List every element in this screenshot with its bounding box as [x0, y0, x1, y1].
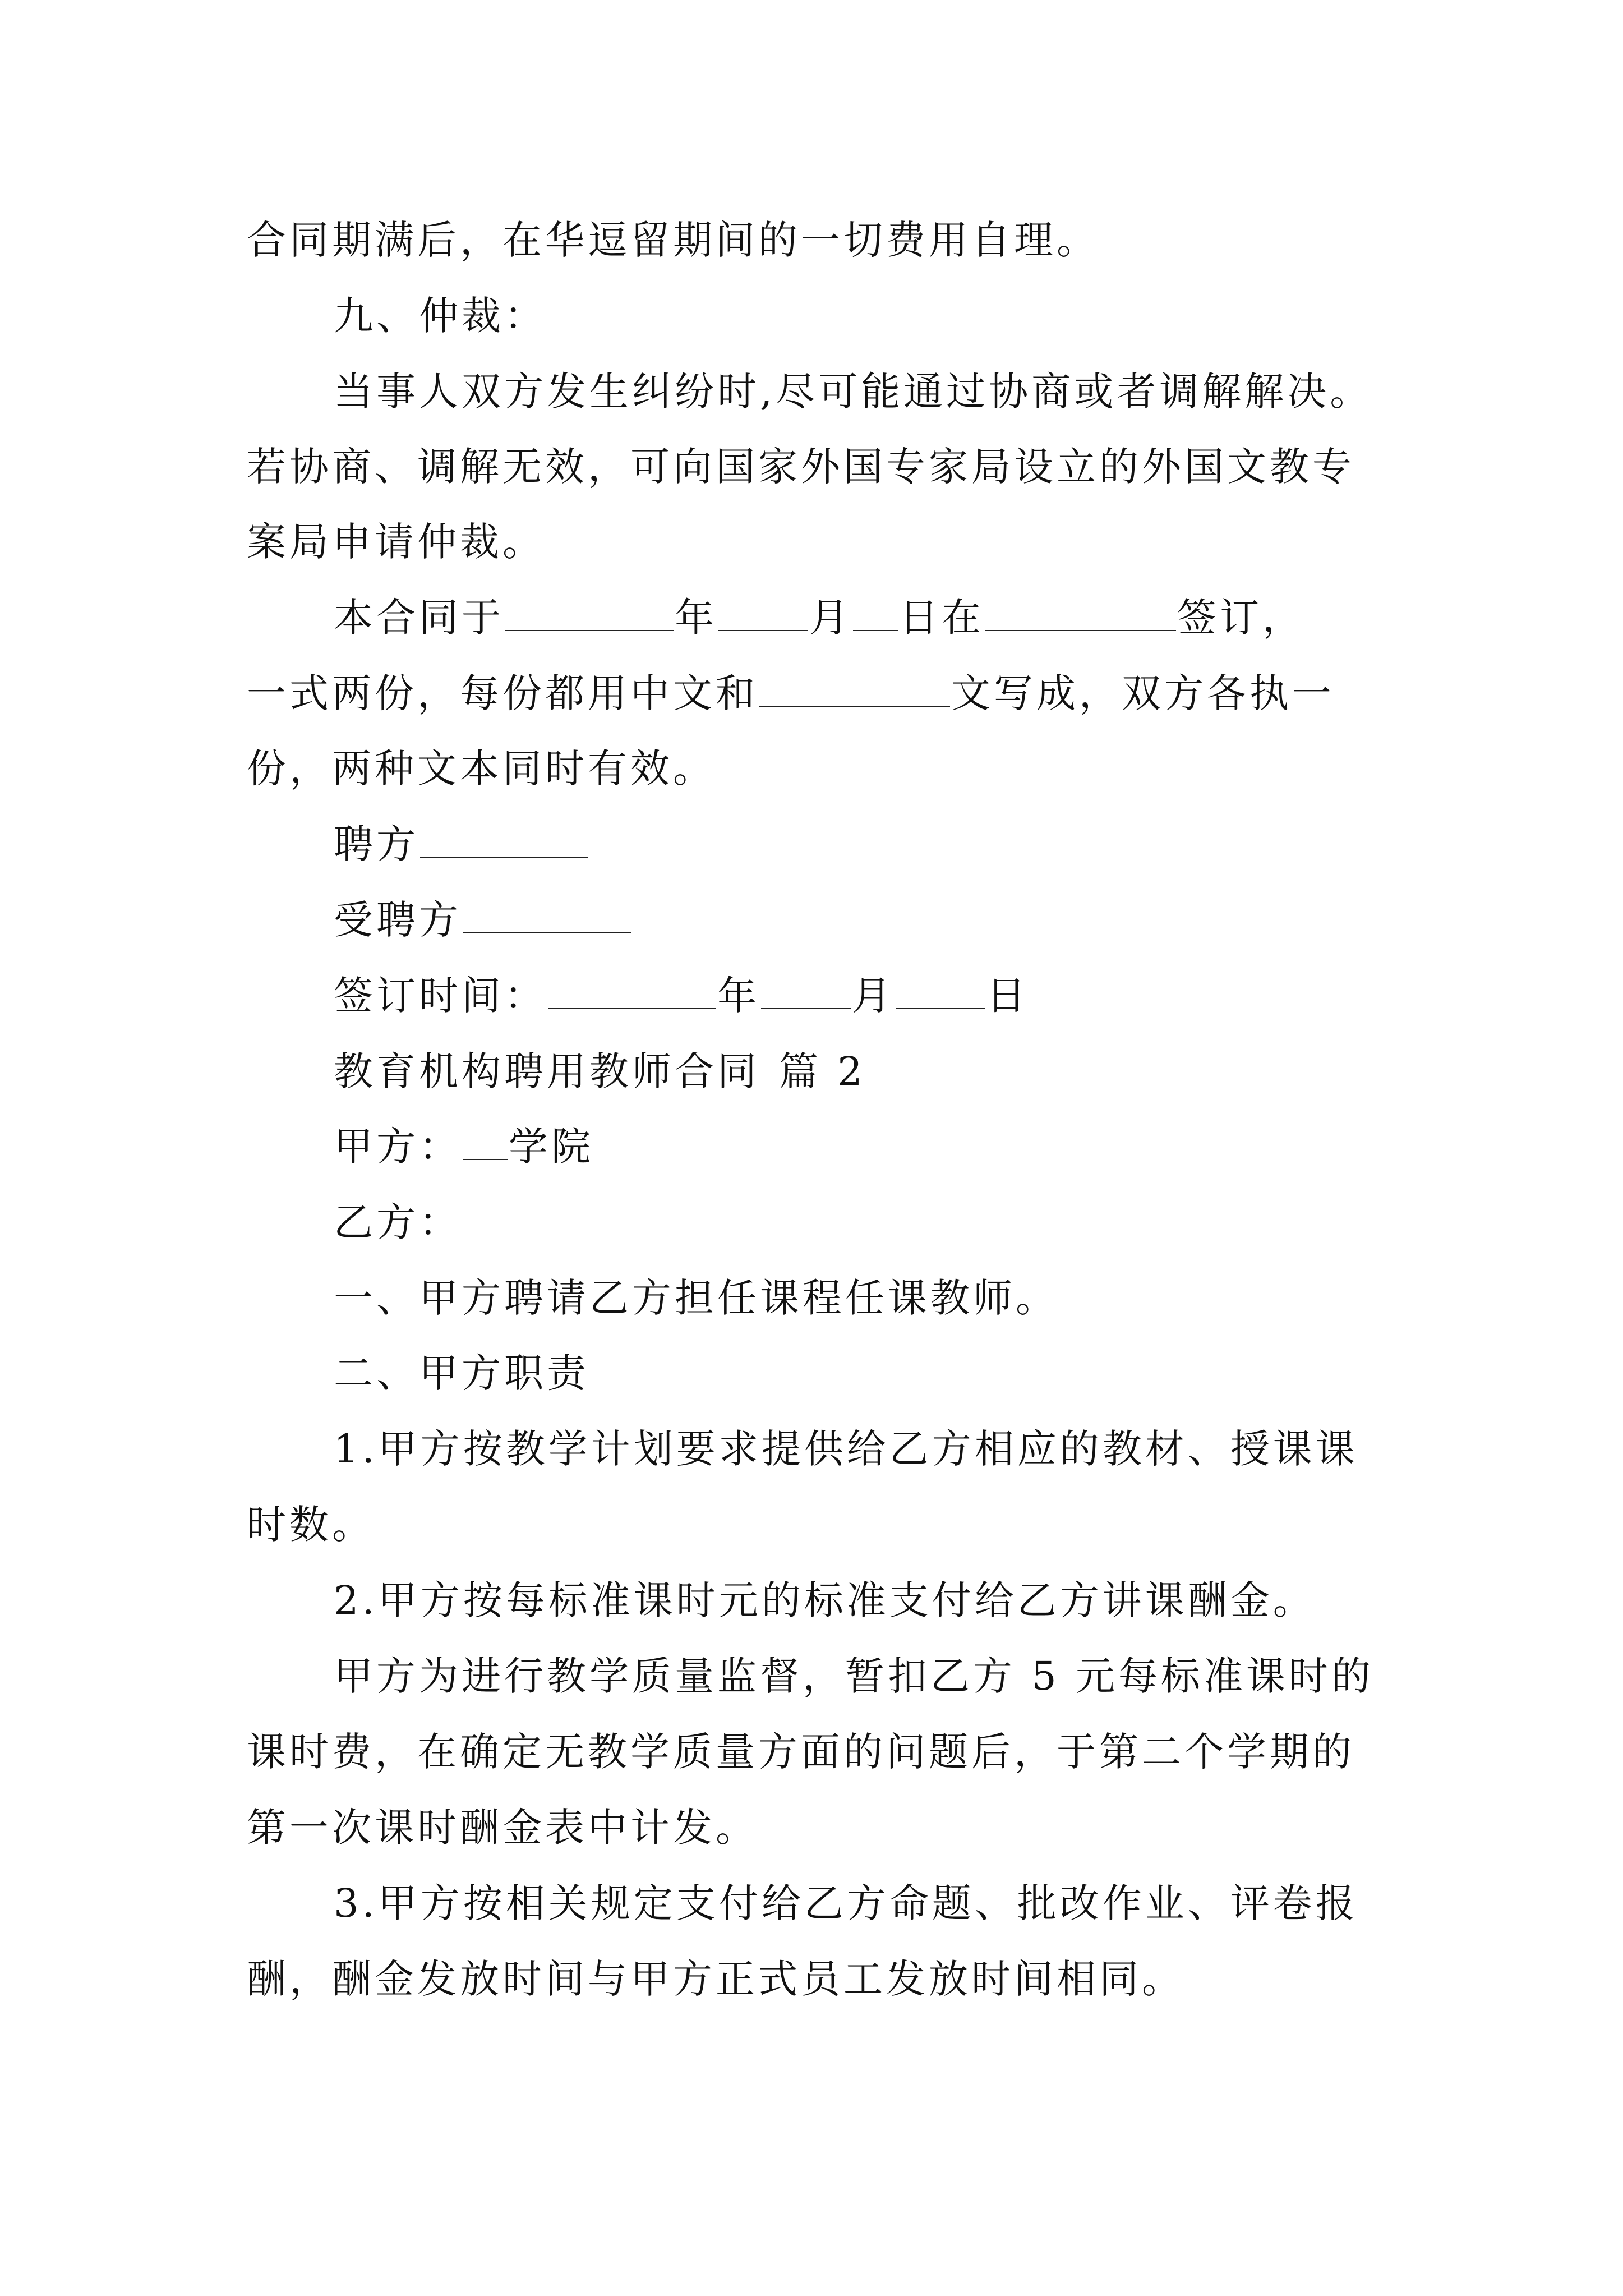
- supervision-line3: 第一次课时酬金表中计发。: [247, 1805, 758, 1851]
- text-contract-signed-on: 本合同于: [334, 595, 504, 641]
- duty-1-line2: 时数。: [247, 1502, 375, 1548]
- heading-title: 教育机构聘用教师合同: [334, 1048, 760, 1094]
- signature-employee: [334, 893, 632, 947]
- label-signing-time: 签订时间：: [334, 973, 547, 1019]
- paragraph-copies-line1: [247, 666, 1335, 720]
- paragraph-copies-line2: 份，两种文本同时有效。: [247, 746, 716, 792]
- signing-time: [334, 969, 1029, 1023]
- blank-month: [718, 593, 808, 631]
- section-heading-arbitration: 九、仲裁：: [334, 293, 547, 339]
- blank-place: [985, 593, 1176, 631]
- text-copies-chinese-and: 一式两份，每份都用中文和: [247, 670, 758, 716]
- item-2-duties: 二、甲方职责: [334, 1350, 589, 1396]
- label-party-a: 甲方：: [334, 1124, 462, 1170]
- text-sign-month: 月: [852, 973, 895, 1019]
- blank-day: [853, 593, 898, 631]
- paragraph-arbitration-line1: 当事人双方发生纠纷时,尽可能通过协商或者调解解决。: [334, 369, 1373, 415]
- supervision-line2: 课时费，在确定无教学质量方面的问题后，于第二个学期的: [247, 1729, 1355, 1775]
- text-year: 年: [675, 595, 717, 641]
- duty-3-line1: 3.甲方按相关规定支付给乙方命题、批改作业、评卷报: [334, 1880, 1358, 1926]
- label-employer: 聘方: [334, 821, 419, 867]
- blank-sign-month: [761, 971, 851, 1009]
- blank-sign-year: [548, 971, 716, 1009]
- party-a: [334, 1120, 594, 1174]
- heading-contract-part2: [334, 1045, 866, 1098]
- paragraph-expenses: 合同期满后，在华逗留期间的一切费用自理。: [247, 217, 1099, 263]
- blank-employee: [463, 895, 631, 933]
- paragraph-arbitration-line2: 若协商、调解无效，可向国家外国专家局设立的外国文教专: [247, 444, 1355, 490]
- supervision-line1: 甲方为进行教学质量监督，暂扣乙方 5 元每标准课时的: [334, 1653, 1375, 1699]
- item-1-hire: 一、甲方聘请乙方担任课程任课教师。: [334, 1275, 1058, 1321]
- duty-3-line2: 酬，酬金发放时间与甲方正式员工发放时间相同。: [247, 1956, 1184, 2002]
- duty-2: 2.甲方按每标准课时元的标准支付给乙方讲课酬金。: [334, 1577, 1316, 1623]
- duty-1-line1: 1.甲方按教学计划要求提供给乙方相应的教材、授课课: [334, 1426, 1358, 1472]
- party-b: 乙方：: [334, 1199, 462, 1245]
- text-sign-year: 年: [717, 973, 760, 1019]
- text-written-each-holds: 文写成，双方各执一: [951, 670, 1335, 716]
- text-college: 学院: [509, 1124, 594, 1170]
- text-sign-day: 日: [986, 973, 1029, 1019]
- text-signed: 签订，: [1177, 595, 1305, 641]
- blank-sign-day: [896, 971, 985, 1009]
- paragraph-arbitration-line3: 案局申请仲裁。: [247, 519, 545, 565]
- paragraph-signing-date: [334, 591, 1305, 645]
- blank-party-a: [463, 1122, 508, 1160]
- text-month: 月: [809, 595, 852, 641]
- blank-year: [505, 593, 674, 631]
- label-employee: 受聘方: [334, 897, 462, 943]
- signature-employer: [334, 817, 589, 871]
- heading-part-number: 篇 2: [779, 1048, 866, 1094]
- blank-language: [759, 669, 950, 707]
- text-day-at: 日在: [899, 595, 984, 641]
- blank-employer: [420, 820, 588, 858]
